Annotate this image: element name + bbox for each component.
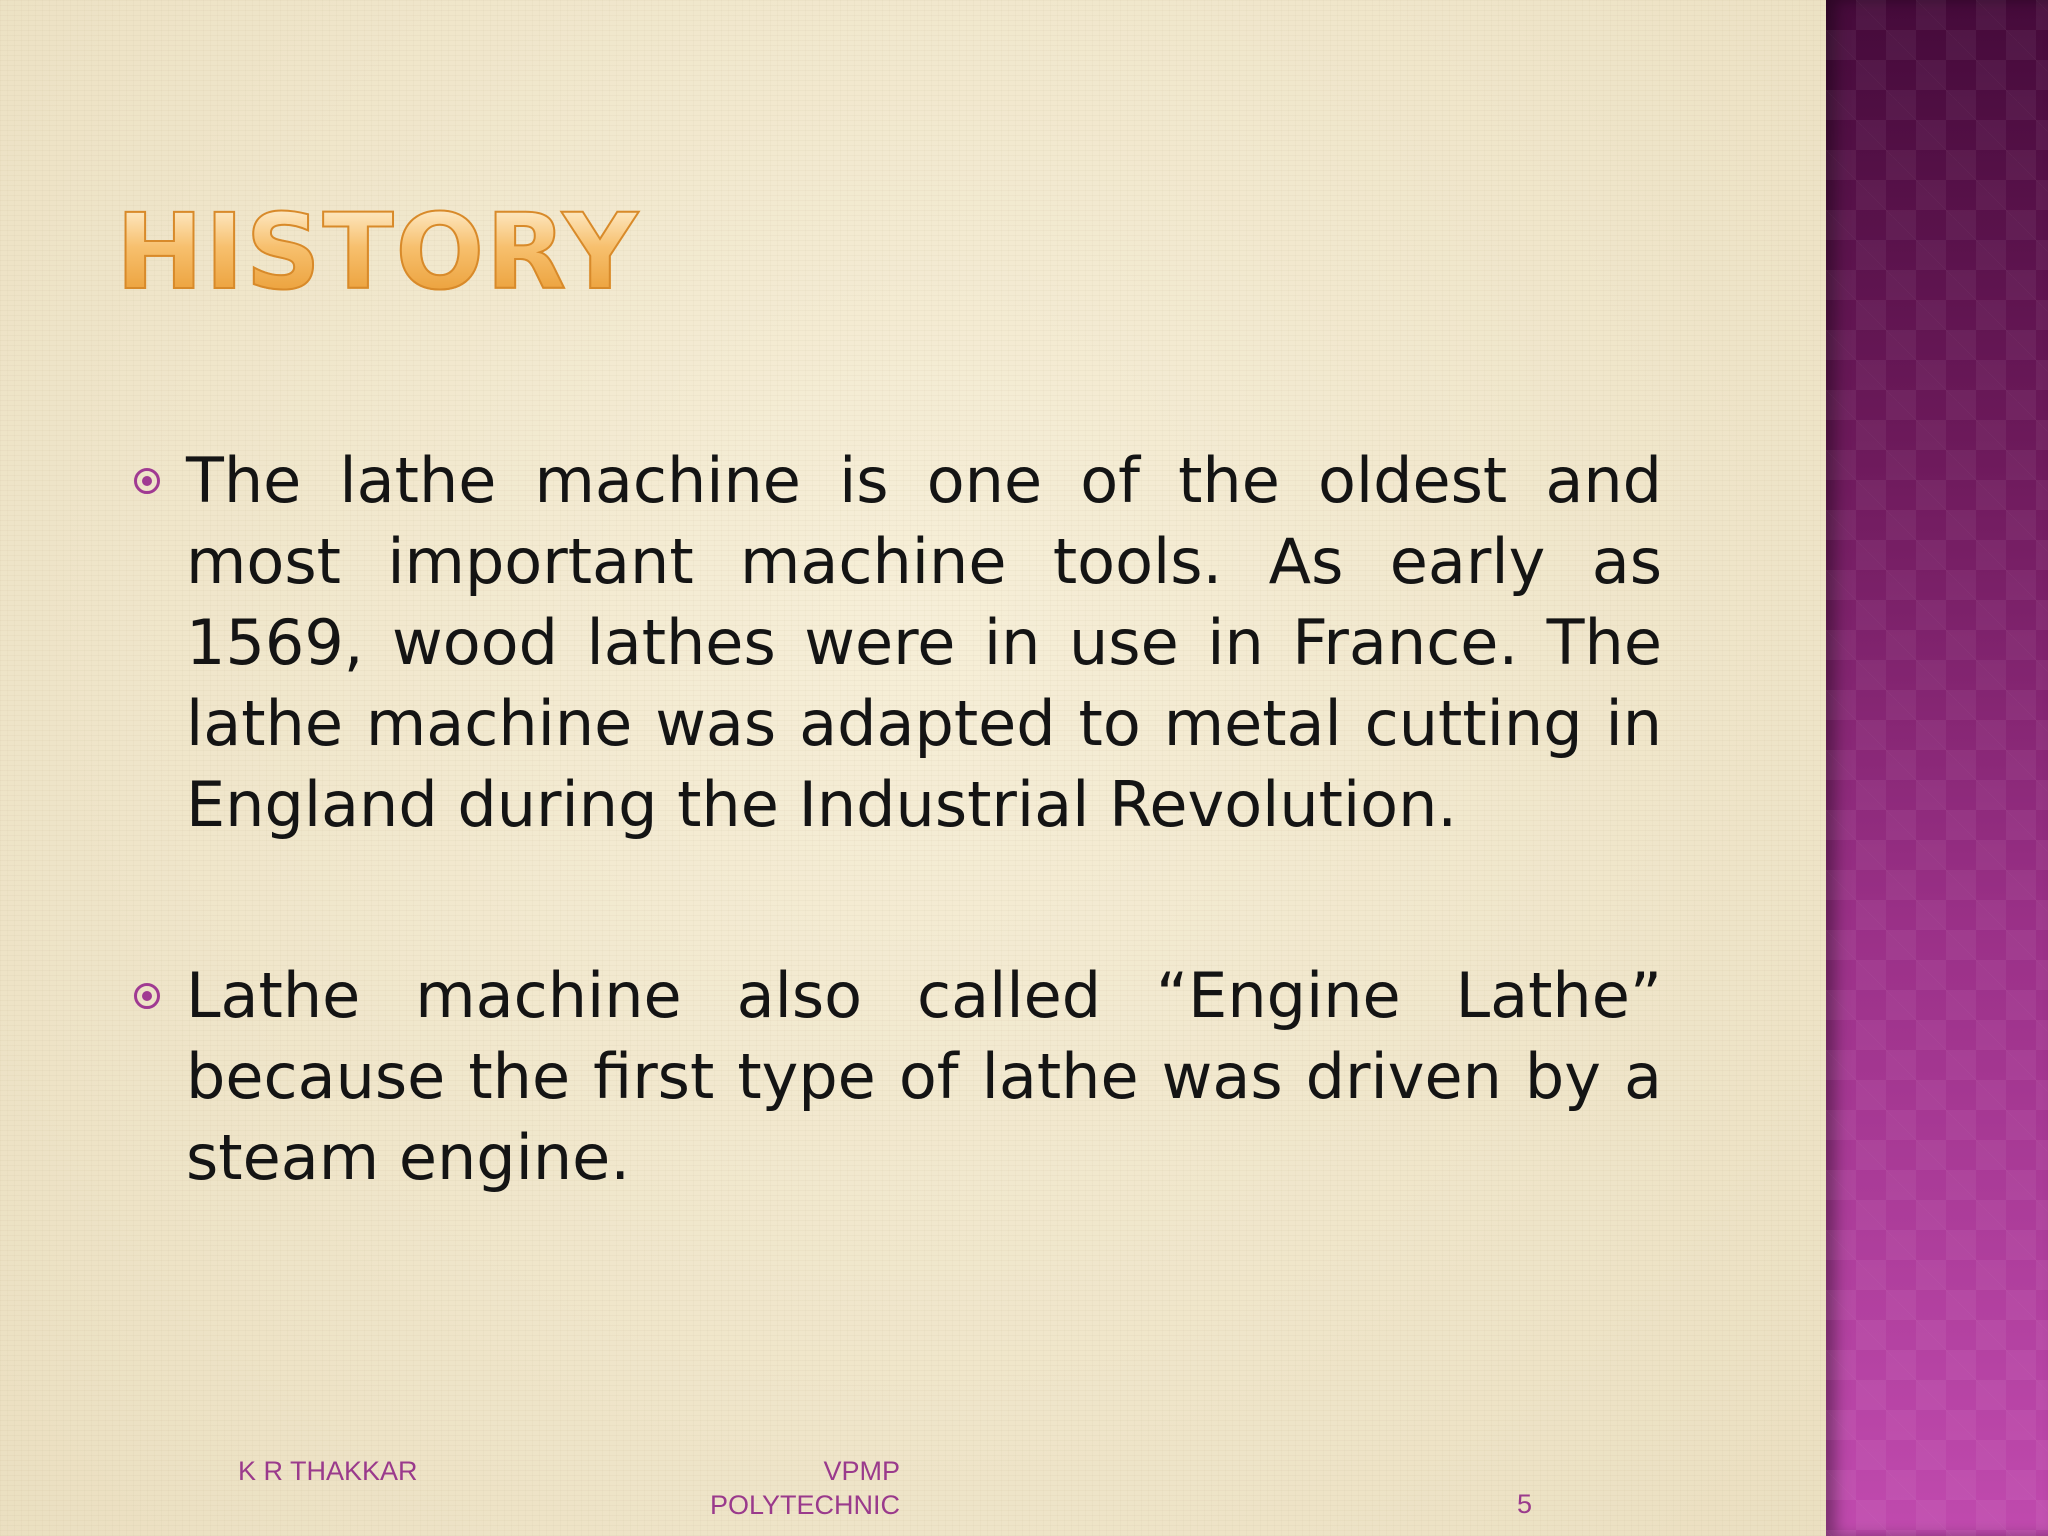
side-band-pattern [1826, 0, 2048, 1536]
footer-institution [700, 1454, 900, 1522]
circle-dot-icon [134, 983, 160, 1009]
footer-author: K R THAKKAR [238, 1456, 418, 1486]
decorative-side-band [1826, 0, 2048, 1536]
bullet-list [130, 440, 1662, 1308]
footer-institution-line1: VPMP [823, 1456, 900, 1486]
bullet-item [130, 440, 1662, 845]
page-number: 5 [1516, 1489, 1532, 1519]
slide-title: HISTORY [116, 191, 640, 313]
bullet-text: Lathe machine also called “Engine Lathe” because the first type of lathe was driven by a steam engine. [186, 959, 1662, 1194]
bullet-text: The lathe machine is one of the oldest and most important machine tools. As early as 1569, wood lathes were in use in France. The lathe machine was adapted to metal cutting in England during the Industrial Revolution. [186, 444, 1662, 841]
circle-dot-icon [134, 468, 160, 494]
bullet-item [130, 955, 1662, 1198]
footer-institution-line2: POLYTECHNIC [709, 1490, 900, 1520]
